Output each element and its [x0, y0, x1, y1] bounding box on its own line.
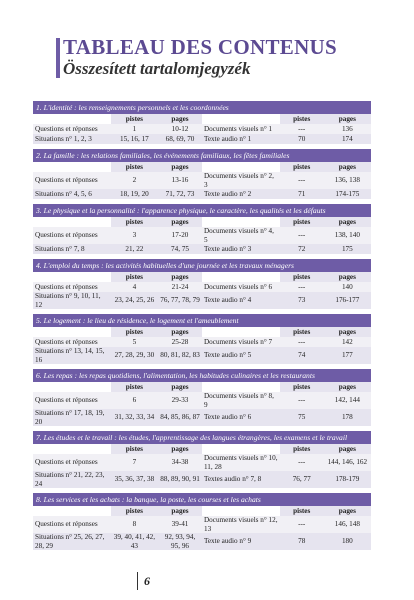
header-pistes: pistes [280, 114, 324, 124]
pages-value: 13-16 [158, 172, 202, 189]
pistes-value: 35, 36, 37, 38 [111, 471, 158, 488]
pistes-value: 4 [111, 282, 158, 292]
header-blank [33, 444, 111, 454]
row-label: Situations n° 17, 18, 19, 20 [33, 409, 111, 426]
row-label: Questions et réponses [33, 392, 111, 409]
section-heading: 7. Les études et le travail : les études, l'apprentissage des langues étrangères, les examens et le travail [33, 431, 371, 444]
table-row [33, 409, 371, 426]
pages-value: 84, 85, 86, 87 [158, 409, 202, 426]
pages-value: 25-28 [158, 337, 202, 347]
table-row [33, 244, 371, 254]
pages-value: 142 [324, 337, 371, 347]
pages-value: 80, 81, 82, 83 [158, 347, 202, 364]
pistes-value: 39, 40, 41, 42, 43 [111, 533, 158, 550]
table-row [33, 454, 371, 471]
header-pistes: pistes [280, 217, 324, 227]
pistes-value: 1 [111, 124, 158, 134]
row-label: Questions et réponses [33, 124, 111, 134]
doc-label: Texte audio n° 1 [202, 134, 280, 144]
header-pistes: pistes [280, 327, 324, 337]
pistes-value: 3 [111, 227, 158, 244]
header-pages: pages [158, 327, 202, 337]
header-pistes: pistes [280, 444, 324, 454]
pages-value: 174 [324, 134, 371, 144]
header-blank [33, 217, 111, 227]
table-row [33, 124, 371, 134]
pistes-value: 70 [280, 134, 324, 144]
pistes-value: 78 [280, 533, 324, 550]
doc-label: Texte audio n° 2 [202, 189, 280, 199]
header-blank [202, 272, 280, 282]
pages-value: 68, 69, 70 [158, 134, 202, 144]
header-pages: pages [158, 444, 202, 454]
page-subtitle: Összesített tartalomjegyzék [63, 59, 251, 78]
section-table [33, 114, 371, 144]
table-row [33, 172, 371, 189]
title-accent-bar [56, 38, 60, 78]
table-row [33, 282, 371, 292]
section-3 [33, 204, 371, 254]
pistes-value: --- [280, 227, 324, 244]
section-heading: 8. Les services et les achats : la banque, la poste, les courses et les achats [33, 493, 371, 506]
pistes-value: --- [280, 282, 324, 292]
table-row [33, 516, 371, 533]
pistes-value: --- [280, 172, 324, 189]
header-blank [202, 506, 280, 516]
pages-value: 76, 77, 78, 79 [158, 292, 202, 309]
doc-label: Documents visuels n° 12, 13 [202, 516, 280, 533]
pages-value: 146, 148 [324, 516, 371, 533]
row-label: Situations n° 9, 10, 11, 12 [33, 292, 111, 309]
header-pistes: pistes [111, 327, 158, 337]
header-blank [33, 162, 111, 172]
header-pistes: pistes [111, 272, 158, 282]
pages-value: 17-20 [158, 227, 202, 244]
section-2 [33, 149, 371, 199]
pages-value: 136, 138 [324, 172, 371, 189]
page-number-divider [137, 572, 138, 590]
pistes-value: 73 [280, 292, 324, 309]
section-6 [33, 369, 371, 426]
pistes-value: 23, 24, 25, 26 [111, 292, 158, 309]
doc-label: Documents visuels n° 1 [202, 124, 280, 134]
section-8 [33, 493, 371, 550]
doc-label: Texte audio n° 3 [202, 244, 280, 254]
pistes-value: 71 [280, 189, 324, 199]
header-pages: pages [324, 114, 371, 124]
header-pistes: pistes [111, 506, 158, 516]
header-pistes: pistes [280, 506, 324, 516]
doc-label: Documents visuels n° 10, 11, 28 [202, 454, 280, 471]
row-label: Questions et réponses [33, 227, 111, 244]
pistes-value: 76, 77 [280, 471, 324, 488]
column-header-row [33, 217, 371, 227]
pages-value: 174-175 [324, 189, 371, 199]
pages-value: 92, 93, 94, 95, 96 [158, 533, 202, 550]
pistes-value: 74 [280, 347, 324, 364]
row-label: Questions et réponses [33, 516, 111, 533]
column-header-row [33, 114, 371, 124]
table-row [33, 227, 371, 244]
header-blank [202, 382, 280, 392]
header-pages: pages [158, 162, 202, 172]
section-heading: 4. L'emploi du temps : les activités habituelles d'une journée et les travaux ménagers [33, 259, 371, 272]
doc-label: Texte audio n° 4 [202, 292, 280, 309]
contents-table [33, 101, 371, 555]
pistes-value: --- [280, 454, 324, 471]
pistes-value: --- [280, 392, 324, 409]
header-blank [202, 444, 280, 454]
header-blank [202, 114, 280, 124]
section-5 [33, 314, 371, 364]
section-table [33, 382, 371, 426]
header-pages: pages [324, 217, 371, 227]
pistes-value: --- [280, 516, 324, 533]
doc-label: Documents visuels n° 2, 3 [202, 172, 280, 189]
header-pistes: pistes [111, 217, 158, 227]
header-blank [33, 272, 111, 282]
table-row [33, 471, 371, 488]
column-header-row [33, 444, 371, 454]
row-label: Questions et réponses [33, 282, 111, 292]
table-row [33, 533, 371, 550]
table-row [33, 337, 371, 347]
pages-value: 177 [324, 347, 371, 364]
section-table [33, 506, 371, 550]
row-label: Situations n° 7, 8 [33, 244, 111, 254]
column-header-row [33, 506, 371, 516]
pistes-value: 5 [111, 337, 158, 347]
pages-value: 142, 144 [324, 392, 371, 409]
header-pages: pages [158, 217, 202, 227]
section-heading: 2. La famille : les relations familiales, les événements familiaux, les fêtes familiales [33, 149, 371, 162]
header-pages: pages [158, 114, 202, 124]
pages-value: 178-179 [324, 471, 371, 488]
page-number: 6 [144, 574, 150, 588]
doc-label: Textes audio n° 7, 8 [202, 471, 280, 488]
pistes-value: 15, 16, 17 [111, 134, 158, 144]
doc-label: Documents visuels n° 6 [202, 282, 280, 292]
pages-value: 29-33 [158, 392, 202, 409]
column-header-row [33, 382, 371, 392]
row-label: Questions et réponses [33, 337, 111, 347]
doc-label: Texte audio n° 6 [202, 409, 280, 426]
section-4 [33, 259, 371, 309]
page-title: TABLEAU DES CONTENUS [63, 35, 338, 59]
pages-value: 74, 75 [158, 244, 202, 254]
pistes-value: 27, 28, 29, 30 [111, 347, 158, 364]
section-heading: 5. Le logement : le lieu de résidence, le logement et l'ameublement [33, 314, 371, 327]
pages-value: 178 [324, 409, 371, 426]
pages-value: 10-12 [158, 124, 202, 134]
column-header-row [33, 327, 371, 337]
header-pistes: pistes [280, 162, 324, 172]
row-label: Questions et réponses [33, 172, 111, 189]
row-label: Situations n° 13, 14, 15, 16 [33, 347, 111, 364]
row-label: Questions et réponses [33, 454, 111, 471]
section-7 [33, 431, 371, 488]
pistes-value: 21, 22 [111, 244, 158, 254]
section-table [33, 272, 371, 309]
pistes-value: --- [280, 124, 324, 134]
pages-value: 175 [324, 244, 371, 254]
row-label: Situations n° 1, 2, 3 [33, 134, 111, 144]
pages-value: 88, 89, 90, 91 [158, 471, 202, 488]
row-label: Situations n° 21, 22, 23, 24 [33, 471, 111, 488]
section-table [33, 162, 371, 199]
header-pages: pages [158, 506, 202, 516]
pages-value: 39-41 [158, 516, 202, 533]
doc-label: Documents visuels n° 4, 5 [202, 227, 280, 244]
header-pages: pages [158, 382, 202, 392]
table-row [33, 347, 371, 364]
pages-value: 180 [324, 533, 371, 550]
section-table [33, 217, 371, 254]
pistes-value: 6 [111, 392, 158, 409]
header-pages: pages [158, 272, 202, 282]
pistes-value: 72 [280, 244, 324, 254]
pages-value: 140 [324, 282, 371, 292]
page-header [63, 36, 383, 79]
section-heading: 3. Le physique et la personnalité : l'apparence physique, le caractère, les qualités et les défauts [33, 204, 371, 217]
doc-label: Documents visuels n° 8, 9 [202, 392, 280, 409]
column-header-row [33, 162, 371, 172]
section-table [33, 327, 371, 364]
column-header-row [33, 272, 371, 282]
pistes-value: 2 [111, 172, 158, 189]
pistes-value: 8 [111, 516, 158, 533]
section-1 [33, 101, 371, 144]
doc-label: Texte audio n° 5 [202, 347, 280, 364]
header-pages: pages [324, 506, 371, 516]
header-pages: pages [324, 327, 371, 337]
header-blank [202, 162, 280, 172]
pages-value: 136 [324, 124, 371, 134]
pages-value: 71, 72, 73 [158, 189, 202, 199]
header-blank [33, 114, 111, 124]
pistes-value: 18, 19, 20 [111, 189, 158, 199]
table-row [33, 189, 371, 199]
header-pistes: pistes [280, 272, 324, 282]
header-pistes: pistes [111, 162, 158, 172]
header-blank [33, 506, 111, 516]
section-heading: 6. Les repas : les repas quotidiens, l'alimentation, les habitudes culinaires et les restaurants [33, 369, 371, 382]
header-pages: pages [324, 162, 371, 172]
header-blank [33, 327, 111, 337]
header-pages: pages [324, 444, 371, 454]
header-pages: pages [324, 382, 371, 392]
pistes-value: 7 [111, 454, 158, 471]
header-blank [202, 327, 280, 337]
header-pistes: pistes [111, 444, 158, 454]
section-table [33, 444, 371, 488]
pages-value: 34-38 [158, 454, 202, 471]
pages-value: 176-177 [324, 292, 371, 309]
pistes-value: --- [280, 337, 324, 347]
doc-label: Texte audio n° 9 [202, 533, 280, 550]
table-row [33, 292, 371, 309]
section-heading: 1. L'identité : les renseignements personnels et les coordonnées [33, 101, 371, 114]
pistes-value: 31, 32, 33, 34 [111, 409, 158, 426]
row-label: Situations n° 25, 26, 27, 28, 29 [33, 533, 111, 550]
header-pistes: pistes [111, 114, 158, 124]
row-label: Situations n° 4, 5, 6 [33, 189, 111, 199]
header-blank [202, 217, 280, 227]
header-pistes: pistes [280, 382, 324, 392]
pages-value: 138, 140 [324, 227, 371, 244]
pistes-value: 75 [280, 409, 324, 426]
table-row [33, 392, 371, 409]
doc-label: Documents visuels n° 7 [202, 337, 280, 347]
header-pages: pages [324, 272, 371, 282]
header-blank [33, 382, 111, 392]
header-pistes: pistes [111, 382, 158, 392]
table-row [33, 134, 371, 144]
pages-value: 21-24 [158, 282, 202, 292]
pages-value: 144, 146, 162 [324, 454, 371, 471]
